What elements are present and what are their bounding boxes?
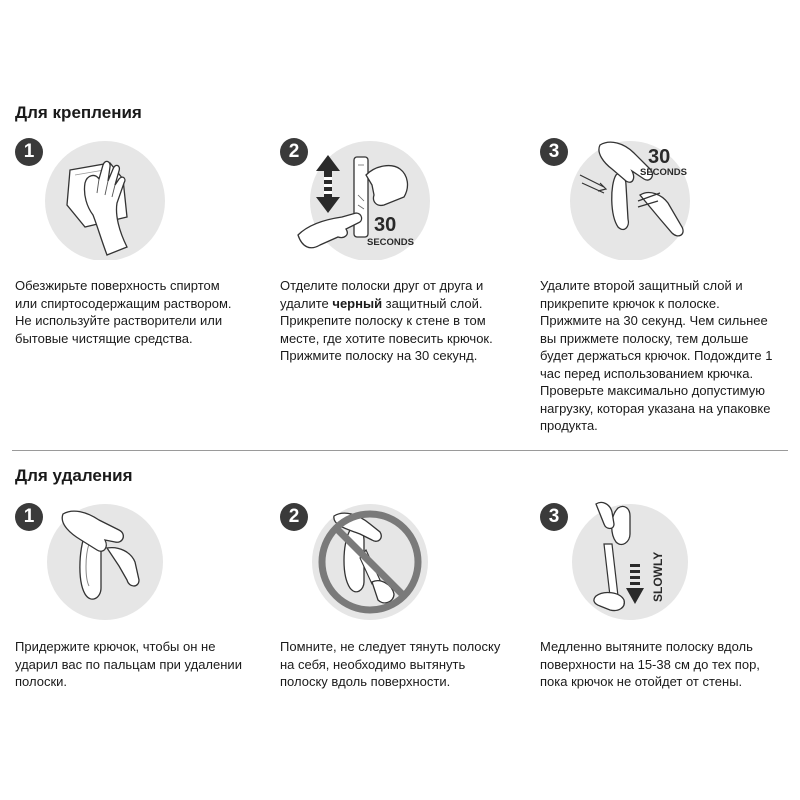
time-label: 30	[648, 146, 671, 168]
press-strip-illustration	[280, 135, 530, 260]
step-number-badge: 1	[15, 503, 43, 531]
pull-slowly-illustration	[540, 500, 790, 625]
mount-step-1	[15, 135, 265, 346]
step-number-badge: 3	[540, 138, 568, 166]
time-label: 30	[374, 214, 397, 236]
section-divider	[12, 450, 788, 451]
remove-step-2-text: Помните, не следует тянуть полоску на себя, необходимо вытянуть полоску вдоль поверхности.	[280, 639, 501, 689]
remove-step-2	[280, 500, 530, 700]
unit-label: SECONDS	[367, 237, 414, 248]
remove-step-1	[15, 500, 265, 700]
step-number-badge: 2	[280, 503, 308, 531]
hold-hook-illustration	[15, 500, 265, 625]
section-title-mounting: Для крепления	[15, 103, 142, 122]
step-number-badge: 3	[540, 503, 568, 531]
remove-step-3-text: Медленно вытяните полоску вдоль поверхности на 15-38 см до тех пор, пока крючок не отойдет от стены.	[540, 639, 760, 689]
mount-step-3	[540, 135, 790, 435]
unit-label: SECONDS	[640, 167, 687, 178]
attach-hook-illustration	[540, 135, 790, 260]
step-number-badge: 1	[15, 138, 43, 166]
remove-step-1-text: Придержите крючок, чтобы он не ударил вас по пальцам при удалении полоски.	[15, 639, 242, 689]
mount-step-2-text: Отделите полоски друг от друга и удалите черный защитный слой. Прикрепите полоску к стене в том месте, где хотите повесить крючок. Прижмите полоску на 30 секунд.	[280, 278, 493, 363]
do-not-pull-illustration	[280, 500, 530, 625]
mount-step-3-text: Удалите второй защитный слой и прикрепите крючок к полоске. Прижмите на 30 секунд. Чем сильнее вы прижмете полоску, тем дольше будет держаться крючок. Подождите 1 час перед использованием крючка. Проверьте максимально допустимую нагрузку, которая указана на упаковке продукта.	[540, 278, 773, 433]
step-number-badge: 2	[280, 138, 308, 166]
remove-step-3	[540, 500, 790, 700]
mount-step-1-text: Обезжирьте поверхность спиртом или спиртосодержащим раствором. Не используйте растворители или бытовые чистящие средства.	[15, 278, 232, 346]
slowly-label: SLOWLY	[651, 551, 665, 602]
wipe-surface-illustration	[15, 135, 265, 260]
mount-step-2	[280, 135, 530, 365]
section-title-removal: Для удаления	[15, 466, 133, 485]
